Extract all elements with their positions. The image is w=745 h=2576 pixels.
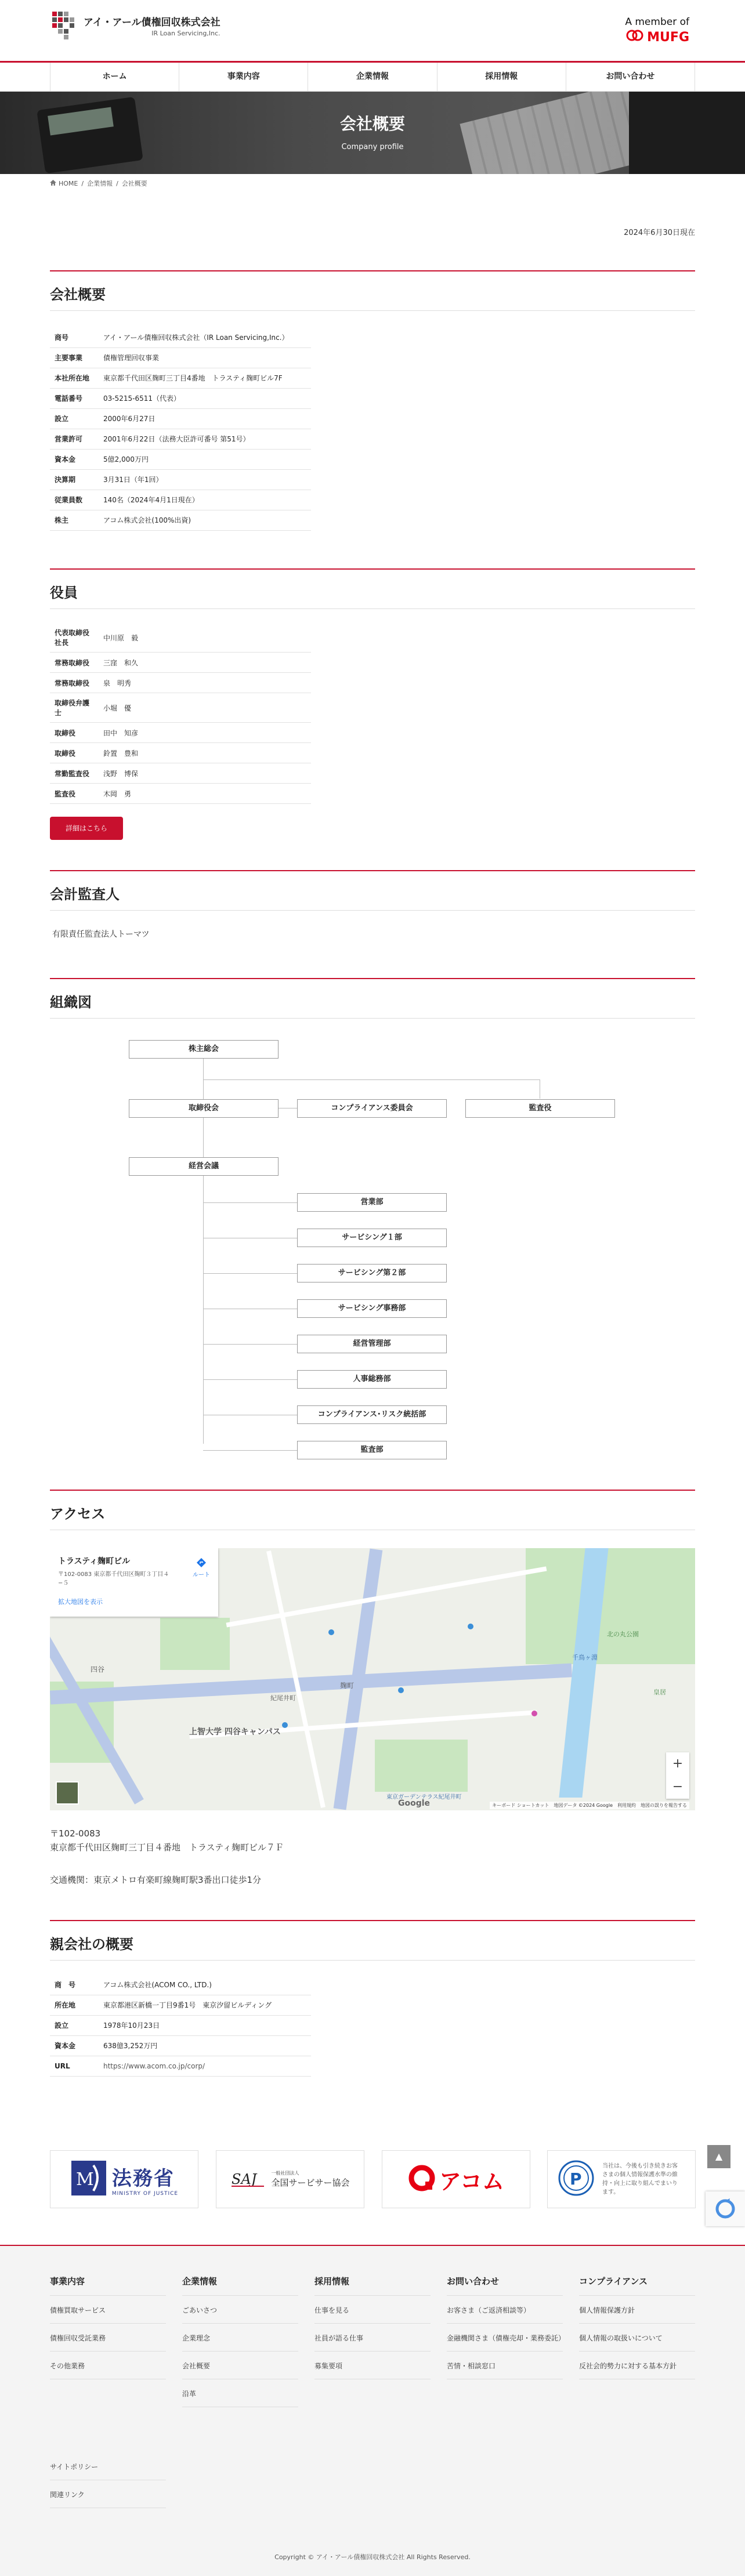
map-poi-pin[interactable]	[531, 1711, 537, 1716]
row-value: アコム株式会社(ACOM CO., LTD.)	[99, 1974, 311, 1995]
table-row	[50, 327, 311, 347]
row-label: 常務取締役	[50, 653, 99, 673]
row-label: 資本金	[50, 2035, 99, 2056]
map-poi-pin[interactable]	[282, 1722, 288, 1728]
site-policy-link[interactable]: サイトポリシー	[50, 2452, 166, 2480]
row-value: 03-5215-6511（代表）	[99, 388, 311, 408]
officers-section	[50, 568, 695, 840]
svg-text:SAJ: SAJ	[232, 2171, 257, 2187]
breadcrumb-home[interactable]	[50, 180, 78, 187]
overview-table	[50, 327, 311, 531]
org-branch-line	[203, 1273, 297, 1274]
row-value: アイ・アール債権回収株式会社（IR Loan Servicing,Inc.）	[99, 327, 311, 347]
row-value: 中川原 毅	[99, 623, 311, 653]
breadcrumb-separator: /	[81, 179, 84, 187]
org-line-depts	[203, 1176, 204, 1444]
company-name: アイ・アール債権回収株式会社	[84, 17, 220, 28]
row-label: 所在地	[50, 1995, 99, 2015]
org-dept: サービシング第２部	[297, 1264, 447, 1282]
zoom-in-button[interactable]: +	[672, 1756, 683, 1771]
access-section	[50, 1490, 695, 1530]
footer-link[interactable]: 個人情報保護方針	[579, 2296, 695, 2324]
org-dept: 監査部	[297, 1441, 447, 1459]
privacy-mark-banner[interactable]	[547, 2150, 696, 2208]
row-value: アコム株式会社(100%出資)	[99, 510, 311, 530]
footer-link[interactable]: 債権回収受託業務	[50, 2324, 166, 2352]
home-icon	[50, 180, 56, 187]
row-value: 3月31日（年1回）	[99, 469, 311, 490]
map-label: 紀尾井町	[270, 1694, 296, 1702]
footer-link[interactable]: 会社概要	[182, 2352, 298, 2379]
org-board: 取締役会	[129, 1099, 279, 1118]
row-label: 商 号	[50, 1974, 99, 1995]
moj-banner[interactable]	[50, 2150, 198, 2208]
row-label: 取締役弁護士	[50, 693, 99, 723]
auditor-title: 会計監査人	[50, 870, 695, 911]
footer-link[interactable]: 反社会的勢力に対する基本方針	[579, 2352, 695, 2379]
org-dept: サービシング１部	[297, 1229, 447, 1247]
table-row	[50, 510, 311, 530]
table-row	[50, 673, 311, 693]
map-info-card	[50, 1548, 218, 1617]
row-label: 設立	[50, 2015, 99, 2035]
map-zoom-controls	[666, 1752, 689, 1799]
table-row	[50, 368, 311, 388]
privacy-text: 当社は、今後も引き続きお客さまの個人情報保護水準の維持・向上に取り組んでまいります。	[602, 2163, 678, 2195]
table-row	[50, 408, 311, 429]
table-row	[50, 469, 311, 490]
mufg-icon	[626, 29, 643, 45]
breadcrumb-company[interactable]: 企業情報	[87, 180, 113, 187]
map-footer-links: キーボード ショートカット 地図データ ©2024 Google 利用規約 地図の誤りを報告する	[490, 1802, 689, 1809]
parent-table	[50, 1974, 311, 2077]
map-label: 上智大学 四谷キャンパス	[189, 1727, 281, 1737]
officers-table	[50, 623, 311, 804]
row-label: 株主	[50, 510, 99, 530]
row-value: 638億3,252万円	[99, 2035, 311, 2056]
acom-banner[interactable]	[382, 2150, 530, 2208]
table-row	[50, 723, 311, 743]
footer-link[interactable]: 社員が語る仕事	[314, 2324, 431, 2352]
footer-link[interactable]: 債権買取サービス	[50, 2296, 166, 2324]
map-place-address: 〒102-0083 東京都千代田区麹町３丁目４−５	[58, 1571, 169, 1586]
svg-text:P: P	[570, 2169, 582, 2189]
privacy-mark-icon	[558, 2160, 594, 2198]
row-value: 2000年6月27日	[99, 408, 311, 429]
footer-link[interactable]: お客さま（ご返済相談等）	[447, 2296, 563, 2324]
org-shareholders: 株主総会	[129, 1040, 279, 1059]
google-map[interactable]	[50, 1548, 695, 1810]
footer-link[interactable]: 沿革	[182, 2379, 298, 2407]
saj-logo-icon	[230, 2165, 266, 2193]
row-value: 浅野 博保	[99, 763, 311, 784]
row-label: 商号	[50, 327, 99, 347]
site-logo[interactable]	[50, 9, 220, 42]
footer-column	[50, 2275, 166, 2379]
nav-home[interactable]: ホーム	[50, 63, 179, 92]
row-value: 5億2,000万円	[99, 449, 311, 469]
map-enlarge-link[interactable]: 拡大地図を表示	[58, 1598, 103, 1606]
map-park	[375, 1740, 468, 1792]
org-branch-line	[203, 1379, 297, 1380]
company-name-en: IR Loan Servicing,Inc.	[151, 30, 220, 37]
overview-section	[50, 270, 695, 531]
member-text: A member of	[625, 16, 689, 28]
row-value: 田中 知彦	[99, 723, 311, 743]
nav-contact[interactable]: お問い合わせ	[566, 63, 695, 92]
global-nav	[0, 63, 745, 92]
map-road	[50, 1663, 572, 1704]
breadcrumb-home-label: HOME	[59, 179, 78, 187]
org-dept: コンプライアンス･リスク統括部	[297, 1405, 447, 1424]
row-value: 小堀 優	[99, 693, 311, 723]
nav-business[interactable]: 事業内容	[179, 63, 308, 92]
org-dept: サービシング事務部	[297, 1299, 447, 1318]
map-route-button[interactable]	[193, 1557, 210, 1578]
officers-title: 役員	[50, 568, 695, 609]
org-auditor: 監査役	[465, 1099, 615, 1118]
moj-emblem-icon	[70, 2160, 107, 2199]
acom-text: アコム	[439, 2168, 505, 2194]
moj-text: 法務省	[111, 2166, 175, 2190]
map-place-name: トラスティ麹町ビル	[58, 1557, 131, 1566]
map-park	[160, 1618, 230, 1670]
saj-banner[interactable]	[216, 2150, 364, 2208]
saj-text: 全国サービサー協会	[271, 2178, 350, 2188]
map-poi-pin[interactable]	[398, 1687, 404, 1693]
table-row	[50, 623, 311, 653]
table-row	[50, 784, 311, 804]
row-label: 設立	[50, 408, 99, 429]
nav-company[interactable]: 企業情報	[308, 63, 436, 92]
breadcrumb	[50, 179, 147, 188]
page-subtitle: Company profile	[341, 143, 404, 151]
access-zip: 〒102-0083	[50, 1828, 101, 1839]
row-value: 債権管理回収事業	[99, 347, 311, 368]
footer-column	[314, 2275, 431, 2379]
org-line-top	[203, 1079, 540, 1080]
moj-text-en: MINISTRY OF JUSTICE	[111, 2190, 179, 2197]
access-title: アクセス	[50, 1490, 695, 1530]
table-row	[50, 763, 311, 784]
table-row	[50, 653, 311, 673]
auditor-name: 有限責任監査法人トーマツ	[52, 930, 150, 939]
footer-column	[579, 2275, 695, 2379]
row-value: 東京都千代田区麹町三丁目4番地 トラスティ麹町ビル7F	[99, 368, 311, 388]
row-label: 常務取締役	[50, 673, 99, 693]
row-label: 資本金	[50, 449, 99, 469]
row-label: 常勤監査役	[50, 763, 99, 784]
row-label: 取締役	[50, 723, 99, 743]
map-label: 北の丸公園	[607, 1631, 639, 1638]
org-branch-line	[203, 1450, 297, 1451]
row-value: 鈴置 豊和	[99, 743, 311, 763]
row-label: 主要事業	[50, 347, 99, 368]
nav-recruit[interactable]: 採用情報	[437, 63, 566, 92]
table-row	[50, 1974, 311, 1995]
footer-column-heading[interactable]: お問い合わせ	[447, 2275, 563, 2296]
row-value: 140名（2024年4月1日現在）	[99, 490, 311, 510]
footer-column	[182, 2275, 298, 2407]
breadcrumb-separator: /	[116, 179, 118, 187]
row-value: 木岡 勇	[99, 784, 311, 804]
map-satellite-toggle[interactable]	[56, 1781, 79, 1805]
map-route-label: ルート	[193, 1572, 210, 1578]
table-row	[50, 1995, 311, 2015]
footer-link[interactable]: 苦情・相談窓口	[447, 2352, 563, 2379]
table-row	[50, 2056, 311, 2076]
table-row	[50, 2015, 311, 2035]
row-value: 三窪 和久	[99, 653, 311, 673]
map-label: 東京ガーデンテラス紀尾井町	[386, 1794, 462, 1800]
map-poi-pin[interactable]	[328, 1629, 334, 1635]
row-label: 監査役	[50, 784, 99, 804]
org-dept: 経営管理部	[297, 1335, 447, 1353]
org-branch-line	[203, 1202, 297, 1203]
logo-mark	[50, 9, 78, 42]
mufg-badge[interactable]	[625, 16, 689, 45]
footer-column-heading[interactable]: コンプライアンス	[579, 2275, 695, 2296]
row-label: 取締役	[50, 743, 99, 763]
map-label: 皇居	[653, 1689, 666, 1696]
row-value[interactable]: https://www.acom.co.jp/corp/	[99, 2056, 311, 2076]
footer-column-heading[interactable]: 事業内容	[50, 2275, 166, 2296]
org-compliance-committee: コンプライアンス委員会	[297, 1099, 447, 1118]
footer-link[interactable]: 個人情報の取扱いについて	[579, 2324, 695, 2352]
footer-link[interactable]: 企業理念	[182, 2324, 298, 2352]
site-header	[0, 0, 745, 63]
access-transport: 交通機関：東京メトロ有楽町線麹町駅3番出口徒歩1分	[50, 1875, 262, 1885]
table-row	[50, 429, 311, 449]
auditor-section	[50, 870, 695, 940]
row-label: 決算期	[50, 469, 99, 490]
map-poi-pin[interactable]	[468, 1624, 473, 1629]
footer-link[interactable]: 仕事を見る	[314, 2296, 431, 2324]
row-value: 1978年10月23日	[99, 2015, 311, 2035]
officers-detail-button[interactable]: 詳細はこちら	[50, 817, 123, 840]
footer-link[interactable]: 金融機関さま（債権売却・業務委託）	[447, 2324, 563, 2352]
footer-column	[447, 2275, 566, 2379]
table-row	[50, 449, 311, 469]
org-management: 経営会議	[129, 1157, 279, 1176]
breadcrumb-current: 会社概要	[121, 180, 147, 187]
acom-logo-icon	[408, 2164, 436, 2194]
footer-column-heading[interactable]: 採用情報	[314, 2275, 431, 2296]
google-logo: Google	[398, 1799, 431, 1808]
related-links-link[interactable]: 関連リンク	[50, 2480, 166, 2508]
org-title: 組織図	[50, 978, 695, 1019]
table-row	[50, 490, 311, 510]
row-value: 東京都港区新橋一丁目9番1号 東京汐留ビルディング	[99, 1995, 311, 2015]
footer-column-heading[interactable]: 企業情報	[182, 2275, 298, 2296]
footer-link[interactable]: その他業務	[50, 2352, 166, 2379]
back-to-top-button[interactable]: ▲	[707, 2145, 730, 2168]
overview-title: 会社概要	[50, 270, 695, 311]
map-label: 麹町	[340, 1682, 355, 1690]
row-value: 2001年6月22日（法務大臣許可番号 第51号）	[99, 429, 311, 449]
footer-link[interactable]: ごあいさつ	[182, 2296, 298, 2324]
hero-banner	[0, 92, 745, 174]
row-label: 従業員数	[50, 490, 99, 510]
table-row	[50, 743, 311, 763]
directions-icon	[196, 1563, 207, 1570]
copyright: Copyright © アイ・アール債権回収株式会社 All Rights Reserved.	[274, 2553, 471, 2561]
row-label: 電話番号	[50, 388, 99, 408]
recaptcha-badge[interactable]	[706, 2191, 745, 2226]
hero-device-image	[37, 97, 143, 174]
row-value: 泉 明秀	[99, 673, 311, 693]
table-row	[50, 693, 311, 723]
footer-link[interactable]: 募集要項	[314, 2352, 431, 2379]
saj-sub: 一般社団法人	[271, 2171, 299, 2176]
row-label: 代表取締役社長	[50, 623, 99, 653]
as-of-date: 2024年6月30日現在	[624, 229, 695, 237]
parent-title: 親会社の概要	[50, 1920, 695, 1961]
footer-extra-links	[50, 2452, 166, 2508]
table-row	[50, 2035, 311, 2056]
row-label: 本社所在地	[50, 368, 99, 388]
row-label: 営業許可	[50, 429, 99, 449]
access-address: 東京都千代田区麹町三丁目４番地 トラスティ麹町ビル７Ｆ	[50, 1842, 284, 1853]
map-label: 千鳥ヶ淵	[572, 1654, 598, 1661]
org-section	[50, 978, 695, 1019]
parent-section	[50, 1920, 695, 2077]
table-row	[50, 347, 311, 368]
table-row	[50, 388, 311, 408]
row-label: URL	[50, 2056, 99, 2076]
svg-text:M: M	[75, 2169, 94, 2190]
org-dept: 人事総務部	[297, 1370, 447, 1389]
recaptcha-icon	[706, 2218, 745, 2229]
page-title: 会社概要	[339, 114, 405, 133]
zoom-out-button[interactable]: −	[672, 1780, 683, 1794]
map-label: 四谷	[91, 1665, 105, 1673]
map-park	[526, 1548, 695, 1664]
org-branch-line	[203, 1344, 297, 1345]
org-dept: 営業部	[297, 1193, 447, 1212]
mufg-text: MUFG	[647, 30, 689, 45]
